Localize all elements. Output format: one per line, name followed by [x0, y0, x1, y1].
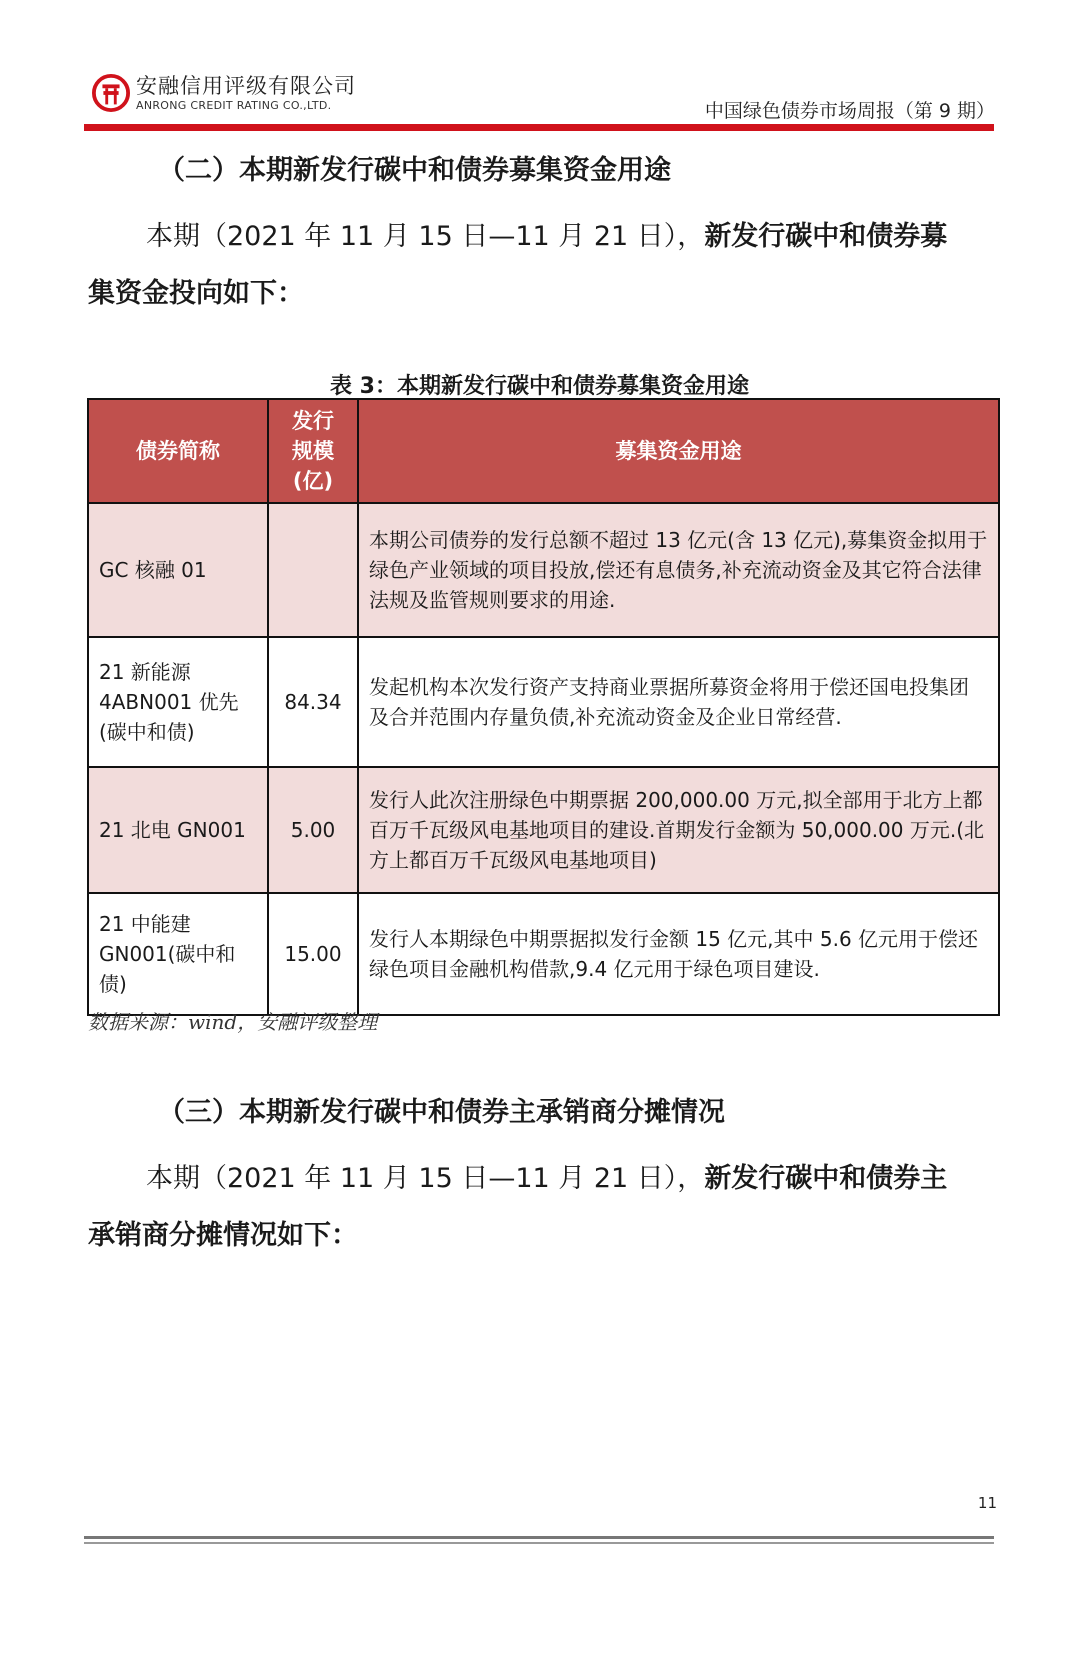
company-name-en: ANRONG CREDIT RATING CO.,LTD. [136, 98, 332, 112]
bond-scale-cell: 84.34 [268, 637, 358, 767]
column-header-scale [268, 399, 358, 503]
table-header-row [88, 399, 999, 503]
section-2-paragraph [88, 208, 988, 322]
table-caption: 表 3：本期新发行碳中和债券募集资金用途 [330, 374, 749, 399]
anrong-logo-icon [92, 74, 130, 112]
scale-header-line: 规模 [292, 439, 334, 463]
scale-header-line: (亿) [292, 469, 334, 493]
bond-scale-cell: 5.00 [268, 767, 358, 893]
table-row [88, 767, 999, 893]
footer-divider [84, 1536, 994, 1539]
para-bold-text: 新发行碳中和债券募 [704, 221, 948, 252]
bond-use-cell: 发行人此次注册绿色中期票据 200,000.00 万元,拟全部用于北方上都百万千瓦级风电基地项目的建设.首期发行金额为 50,000.00 万元.(北方上都百万千瓦级风电基地项目) [358, 767, 999, 893]
column-header-name: 债券简称 [88, 399, 268, 503]
bond-name-cell: 21 新能源 4ABN001 优先(碳中和债) [88, 637, 268, 767]
para-text: 本期（2021 年 11 月 15 日—11 月 21 日）， [146, 1163, 705, 1194]
footer-divider [84, 1542, 994, 1544]
report-title: 中国绿色债券市场周报（第 9 期） [704, 100, 995, 122]
table-row [88, 637, 999, 767]
bond-use-table [87, 398, 1000, 1016]
header-divider [84, 124, 994, 131]
table-row [88, 503, 999, 637]
scale-header-line: 发行 [292, 409, 334, 433]
bond-use-cell: 发行人本期绿色中期票据拟发行金额 15 亿元,其中 5.6 亿元用于偿还绿色项目金融机构借款,9.4 亿元用于绿色项目建设. [358, 893, 999, 1015]
bond-scale-cell [268, 503, 358, 637]
para-bold-text: 集资金投向如下： [88, 278, 304, 309]
bond-name-cell: 21 中能建 GN001(碳中和债) [88, 893, 268, 1015]
section-heading-2: （二）本期新发行碳中和债券募集资金用途 [158, 155, 671, 186]
para-bold-text: 承销商分摊情况如下： [88, 1220, 358, 1251]
company-name-cn: 安融信用评级有限公司 [136, 73, 356, 98]
bond-name-cell: 21 北电 GN001 [88, 767, 268, 893]
bond-name-cell: GC 核融 01 [88, 503, 268, 637]
para-text: 本期（2021 年 11 月 15 日—11 月 21 日）， [146, 221, 705, 252]
table-row [88, 893, 999, 1015]
company-logo [92, 74, 356, 112]
bond-use-cell: 本期公司债券的发行总额不超过 13 亿元(含 13 亿元),募集资金拟用于绿色产业领域的项目投放,偿还有息债务,补充流动资金及其它符合法律法规及监管规则要求的用途. [358, 503, 999, 637]
column-header-use: 募集资金用途 [358, 399, 999, 503]
section-heading-3: （三）本期新发行碳中和债券主承销商分摊情况 [158, 1097, 725, 1128]
page-number: 11 [977, 1494, 997, 1512]
data-source-note: 数据来源：wind，安融评级整理 [88, 1010, 378, 1034]
bond-scale-cell: 15.00 [268, 893, 358, 1015]
section-3-paragraph [88, 1150, 988, 1264]
para-bold-text: 新发行碳中和债券主 [704, 1163, 948, 1194]
bond-use-cell: 发起机构本次发行资产支持商业票据所募资金将用于偿还国电投集团及合并范围内存量负债,补充流动资金及企业日常经营. [358, 637, 999, 767]
